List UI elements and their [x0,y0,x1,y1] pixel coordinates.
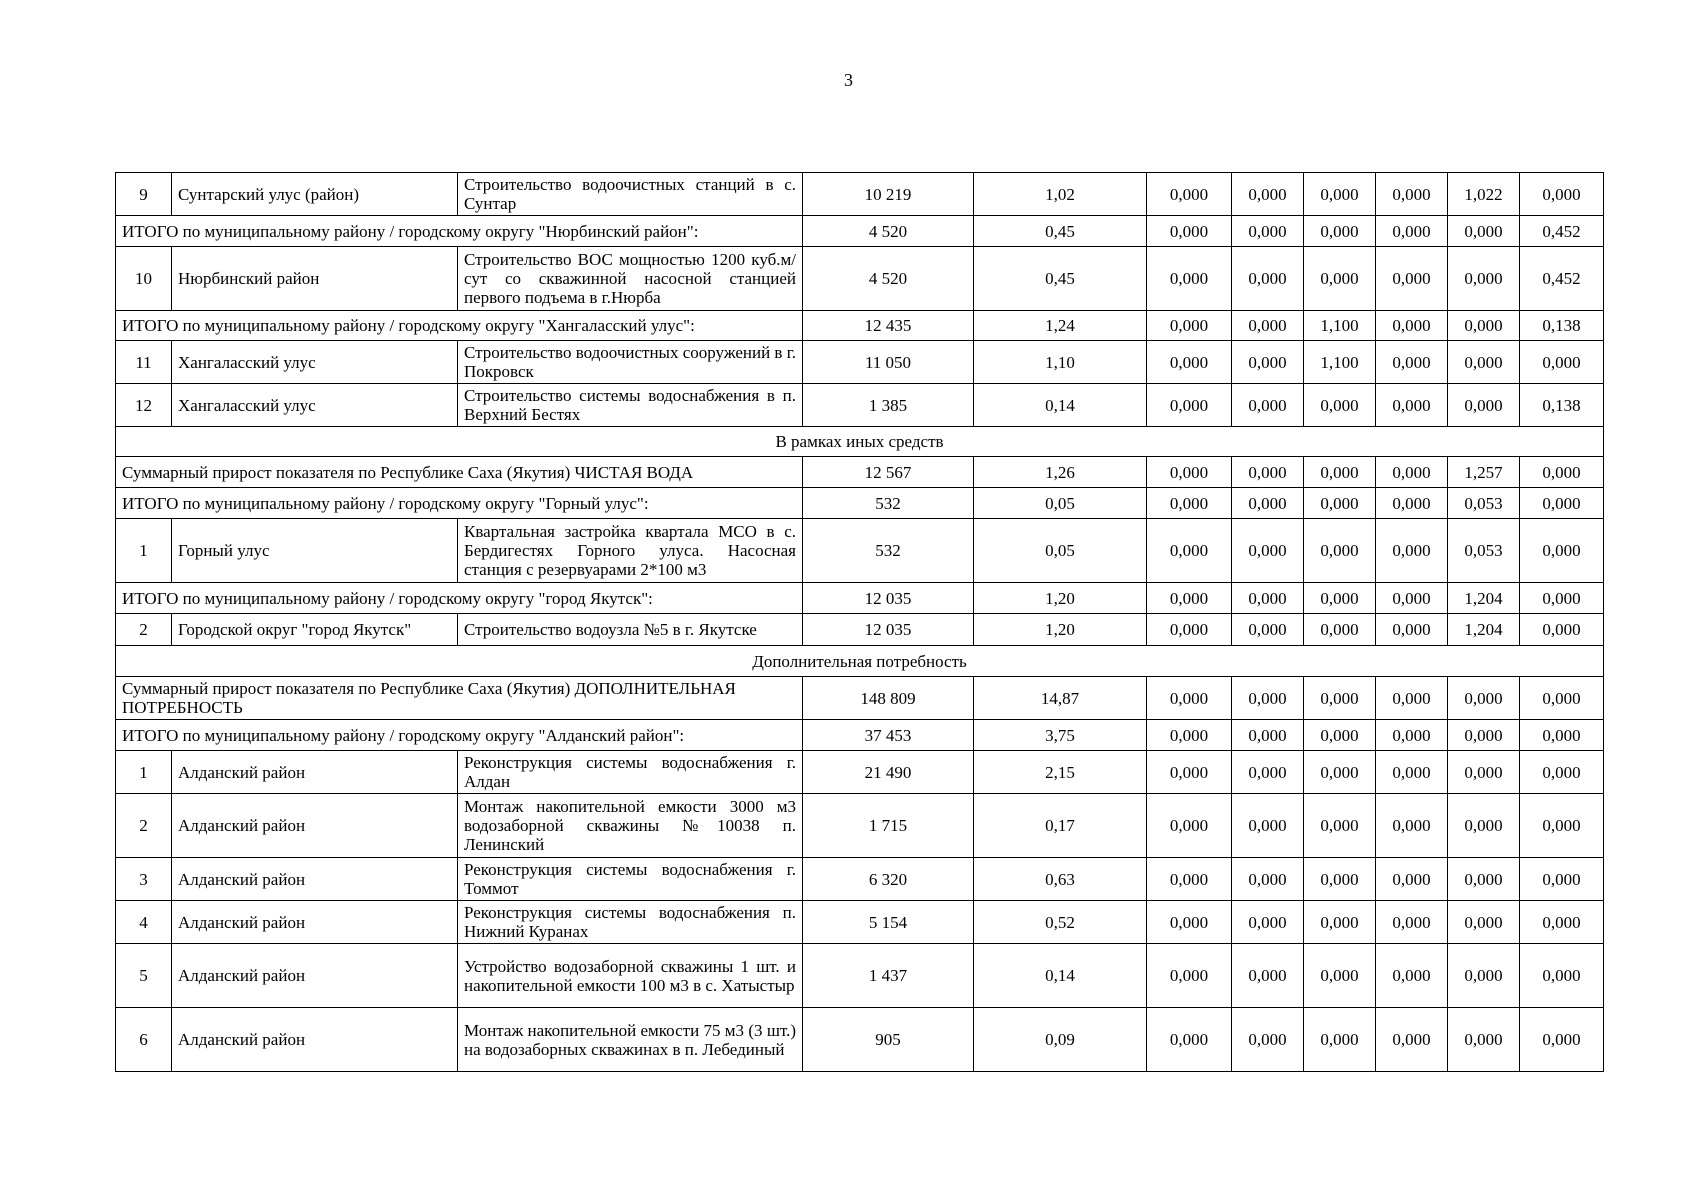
row-number: 2 [116,614,172,646]
project-description: Строительство водоочистных сооружений в г. Покровск [458,341,803,384]
year-value: 0,000 [1147,341,1232,384]
year-value: 0,000 [1147,901,1232,944]
page-number: 3 [844,70,853,90]
year-value: 0,000 [1232,901,1304,944]
row-number: 1 [116,519,172,583]
year-value: 0,000 [1520,583,1604,614]
year-value: 0,000 [1304,488,1376,519]
project-description: Монтаж накопительной емкости 3000 м3 водозаборной скважины №10038 п. Ленинский [458,794,803,858]
year-value: 0,000 [1376,384,1448,427]
cost-value: 148 809 [803,677,974,720]
indicator-value: 1,02 [974,173,1147,216]
year-value: 0,000 [1147,794,1232,858]
district-name: Алданский район [172,944,458,1008]
cost-value: 12 567 [803,457,974,488]
project-description: Монтаж накопительной емкости 75 м3 (3 шт.) на водозаборных скважинах в п. Лебединый [458,1008,803,1072]
year-value: 0,000 [1147,519,1232,583]
row-number: 6 [116,1008,172,1072]
year-value: 0,000 [1304,794,1376,858]
year-value: 0,000 [1304,457,1376,488]
year-value: 0,000 [1376,677,1448,720]
district-name: Алданский район [172,751,458,794]
year-value: 1,100 [1304,311,1376,341]
indicator-value: 0,09 [974,1008,1147,1072]
year-value: 0,000 [1304,614,1376,646]
row-number: 9 [116,173,172,216]
indicator-value: 0,52 [974,901,1147,944]
year-value: 0,000 [1376,858,1448,901]
indicator-value: 0,05 [974,519,1147,583]
year-value: 0,138 [1520,384,1604,427]
year-value: 1,257 [1448,457,1520,488]
district-name: Хангаласский улус [172,341,458,384]
year-value: 0,000 [1147,173,1232,216]
cost-value: 1 715 [803,794,974,858]
year-value: 0,000 [1304,944,1376,1008]
table-row [116,794,1604,858]
year-value: 0,000 [1232,384,1304,427]
year-value: 0,452 [1520,247,1604,311]
total-label: Суммарный прирост показателя по Республике Саха (Якутия) ДОПОЛНИТЕЛЬНАЯ ПОТРЕБНОСТЬ [116,677,803,720]
indicator-value: 2,15 [974,751,1147,794]
cost-value: 12 435 [803,311,974,341]
year-value: 0,000 [1448,341,1520,384]
year-value: 0,000 [1448,677,1520,720]
total-row [116,457,1604,488]
year-value: 0,000 [1232,794,1304,858]
row-number: 11 [116,341,172,384]
year-value: 0,000 [1232,173,1304,216]
year-value: 0,000 [1520,519,1604,583]
year-value: 0,138 [1520,311,1604,341]
year-value: 0,000 [1304,247,1376,311]
district-name: Алданский район [172,1008,458,1072]
year-value: 0,000 [1520,944,1604,1008]
total-label: ИТОГО по муниципальному району / городскому округу "Нюрбинский район": [116,216,803,247]
cost-value: 1 437 [803,944,974,1008]
year-value: 0,053 [1448,488,1520,519]
year-value: 0,000 [1448,794,1520,858]
year-value: 0,000 [1232,311,1304,341]
row-number: 3 [116,858,172,901]
year-value: 0,000 [1448,720,1520,751]
table-row [116,614,1604,646]
year-value: 0,000 [1376,311,1448,341]
table-row [116,751,1604,794]
year-value: 0,000 [1147,457,1232,488]
year-value: 0,000 [1147,247,1232,311]
cost-value: 4 520 [803,247,974,311]
year-value: 0,000 [1147,677,1232,720]
year-value: 0,000 [1147,216,1232,247]
row-number: 4 [116,901,172,944]
total-row [116,311,1604,341]
cost-value: 37 453 [803,720,974,751]
project-description: Строительство водоочистных станций в с. Сунтар [458,173,803,216]
year-value: 0,000 [1147,1008,1232,1072]
year-value: 0,000 [1147,384,1232,427]
project-description: Устройство водозаборной скважины 1 шт. и накопительной емкости 100 м3 в с. Хатыстыр [458,944,803,1008]
cost-value: 12 035 [803,583,974,614]
cost-value: 4 520 [803,216,974,247]
year-value: 0,000 [1520,488,1604,519]
year-value: 1,100 [1304,341,1376,384]
cost-value: 532 [803,519,974,583]
total-row [116,720,1604,751]
table-row [116,1008,1604,1072]
indicator-value: 0,63 [974,858,1147,901]
district-name: Сунтарский улус (район) [172,173,458,216]
year-value: 0,000 [1232,751,1304,794]
cost-value: 12 035 [803,614,974,646]
table-row [116,341,1604,384]
year-value: 0,000 [1376,944,1448,1008]
year-value: 1,204 [1448,614,1520,646]
year-value: 0,000 [1304,901,1376,944]
year-value: 0,000 [1147,944,1232,1008]
year-value: 0,000 [1376,519,1448,583]
table-row [116,173,1604,216]
year-value: 0,000 [1376,247,1448,311]
row-number: 10 [116,247,172,311]
year-value: 0,000 [1520,614,1604,646]
year-value: 0,000 [1232,457,1304,488]
year-value: 0,000 [1448,311,1520,341]
year-value: 0,000 [1232,247,1304,311]
cost-value: 6 320 [803,858,974,901]
year-value: 0,000 [1232,720,1304,751]
section-heading: Дополнительная потребность [116,646,1604,677]
year-value: 0,000 [1520,457,1604,488]
year-value: 0,000 [1147,311,1232,341]
year-value: 0,000 [1147,751,1232,794]
section-row [116,646,1604,677]
year-value: 0,000 [1376,488,1448,519]
year-value: 0,000 [1448,247,1520,311]
indicator-value: 1,26 [974,457,1147,488]
year-value: 0,053 [1448,519,1520,583]
year-value: 0,000 [1376,751,1448,794]
district-name: Алданский район [172,858,458,901]
year-value: 0,000 [1147,720,1232,751]
year-value: 0,000 [1304,677,1376,720]
year-value: 0,000 [1376,794,1448,858]
district-name: Хангаласский улус [172,384,458,427]
year-value: 0,000 [1232,519,1304,583]
district-name: Алданский район [172,901,458,944]
year-value: 1,022 [1448,173,1520,216]
year-value: 0,000 [1520,751,1604,794]
year-value: 0,000 [1232,858,1304,901]
row-number: 1 [116,751,172,794]
year-value: 0,000 [1376,341,1448,384]
year-value: 0,000 [1448,944,1520,1008]
row-number: 2 [116,794,172,858]
year-value: 0,000 [1448,216,1520,247]
section-heading: В рамках иных средств [116,427,1604,457]
district-name: Городской округ "город Якутск" [172,614,458,646]
year-value: 0,000 [1376,583,1448,614]
year-value: 0,000 [1304,384,1376,427]
project-description: Реконструкция системы водоснабжения п. Нижний Куранах [458,901,803,944]
cost-value: 10 219 [803,173,974,216]
year-value: 0,000 [1520,794,1604,858]
year-value: 0,000 [1376,173,1448,216]
cost-value: 21 490 [803,751,974,794]
year-value: 0,000 [1376,720,1448,751]
indicator-value: 0,45 [974,247,1147,311]
year-value: 0,000 [1376,1008,1448,1072]
indicator-value: 0,45 [974,216,1147,247]
cost-value: 532 [803,488,974,519]
year-value: 0,000 [1448,1008,1520,1072]
total-label: ИТОГО по муниципальному району / городскому округу "Хангаласский улус": [116,311,803,341]
year-value: 0,000 [1520,1008,1604,1072]
year-value: 0,000 [1376,216,1448,247]
year-value: 0,000 [1304,583,1376,614]
total-row [116,488,1604,519]
year-value: 0,000 [1520,341,1604,384]
indicator-value: 0,14 [974,384,1147,427]
table-body [116,173,1604,1072]
year-value: 0,000 [1232,216,1304,247]
table-row [116,858,1604,901]
indicator-value: 0,14 [974,944,1147,1008]
year-value: 0,000 [1304,751,1376,794]
table-row [116,944,1604,1008]
table-row [116,247,1604,311]
indicator-value: 0,17 [974,794,1147,858]
row-number: 5 [116,944,172,1008]
project-description: Строительство системы водоснабжения в п. Верхний Бестях [458,384,803,427]
indicator-value: 14,87 [974,677,1147,720]
year-value: 0,000 [1232,488,1304,519]
total-label: ИТОГО по муниципальному району / городскому округу "Горный улус": [116,488,803,519]
project-description: Реконструкция системы водоснабжения г. Томмот [458,858,803,901]
year-value: 0,000 [1232,1008,1304,1072]
year-value: 0,000 [1448,384,1520,427]
table-row [116,384,1604,427]
total-label: ИТОГО по муниципальному району / городскому округу "город Якутск": [116,583,803,614]
project-description: Квартальная застройка квартала МСО в с. Бердигестях Горного улуса. Насосная станция с резервуарами 2*100 м3 [458,519,803,583]
year-value: 0,000 [1520,677,1604,720]
indicator-value: 1,10 [974,341,1147,384]
year-value: 0,000 [1147,858,1232,901]
year-value: 0,000 [1520,858,1604,901]
year-value: 0,000 [1520,720,1604,751]
year-value: 0,000 [1147,488,1232,519]
total-label: ИТОГО по муниципальному району / городскому округу "Алданский район": [116,720,803,751]
year-value: 0,000 [1304,173,1376,216]
total-row [116,216,1604,247]
indicator-value: 1,24 [974,311,1147,341]
year-value: 0,000 [1376,457,1448,488]
district-name: Алданский район [172,794,458,858]
year-value: 0,000 [1520,173,1604,216]
year-value: 0,000 [1147,583,1232,614]
year-value: 0,000 [1304,519,1376,583]
indicator-value: 3,75 [974,720,1147,751]
year-value: 0,000 [1376,614,1448,646]
indicator-value: 1,20 [974,614,1147,646]
district-name: Нюрбинский район [172,247,458,311]
total-row [116,583,1604,614]
indicator-value: 1,20 [974,583,1147,614]
year-value: 0,000 [1304,216,1376,247]
table-row [116,901,1604,944]
year-value: 0,000 [1232,583,1304,614]
year-value: 0,000 [1448,751,1520,794]
cost-value: 5 154 [803,901,974,944]
project-description: Строительство водоузла №5 в г. Якутске [458,614,803,646]
table-row [116,519,1604,583]
year-value: 0,000 [1147,614,1232,646]
total-row [116,677,1604,720]
year-value: 0,000 [1448,901,1520,944]
cost-value: 11 050 [803,341,974,384]
project-description: Строительство ВОС мощностью 1200 куб.м/сут со скважинной насосной станцией первого подъема в г.Нюрба [458,247,803,311]
district-name: Горный улус [172,519,458,583]
year-value: 0,000 [1232,944,1304,1008]
year-value: 0,000 [1232,341,1304,384]
year-value: 0,000 [1520,901,1604,944]
year-value: 1,204 [1448,583,1520,614]
cost-value: 1 385 [803,384,974,427]
year-value: 0,000 [1232,614,1304,646]
year-value: 0,000 [1448,858,1520,901]
row-number: 12 [116,384,172,427]
indicator-value: 0,05 [974,488,1147,519]
water-projects-table [115,172,1604,1072]
section-row [116,427,1604,457]
year-value: 0,000 [1376,901,1448,944]
total-label: Суммарный прирост показателя по Республике Саха (Якутия) ЧИСТАЯ ВОДА [116,457,803,488]
year-value: 0,000 [1304,1008,1376,1072]
cost-value: 905 [803,1008,974,1072]
year-value: 0,452 [1520,216,1604,247]
project-description: Реконструкция системы водоснабжения г. Алдан [458,751,803,794]
year-value: 0,000 [1304,720,1376,751]
year-value: 0,000 [1232,677,1304,720]
year-value: 0,000 [1304,858,1376,901]
